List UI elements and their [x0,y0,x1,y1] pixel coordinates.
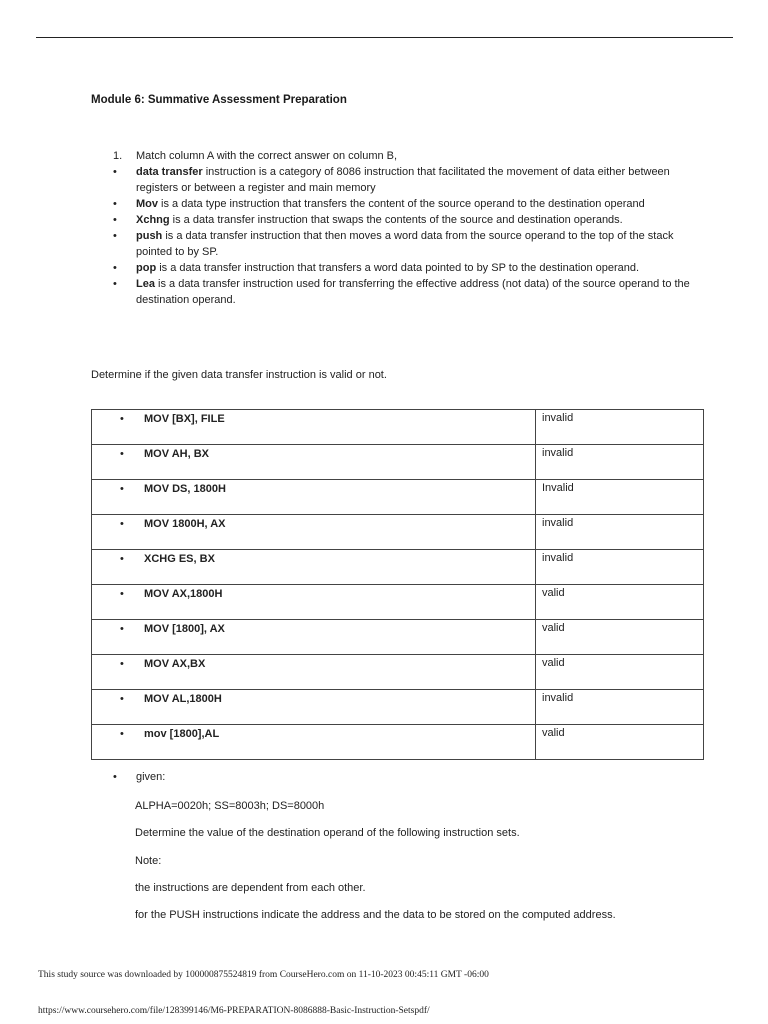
bullet: • [120,413,124,425]
instruction-text: mov [1800],AL [144,728,220,740]
bullet: • [120,588,124,600]
answer-cell: valid [536,655,704,690]
definition-text [136,276,693,308]
instruction-text: MOV AL,1800H [144,693,222,705]
answer-cell: valid [536,620,704,655]
table-row [92,620,704,655]
given-section [113,771,713,921]
bullet: • [120,483,124,495]
instruction-text: MOV AX,BX [144,658,206,670]
instruction-cell [92,480,536,515]
instruction-cell [92,690,536,725]
matching-instruction-text: Match column A with the correct answer on column B, [136,150,398,162]
answer-cell: Invalid [536,480,704,515]
bullet: • [113,278,117,290]
instruction-text: MOV AH, BX [144,448,209,460]
definition-item [113,228,693,260]
validity-prompt: Determine if the given data transfer instruction is valid or not. [91,369,387,381]
definition-body: instruction is a category of 8086 instruction that facilitated the movement of data either between registers or between a register and main memory [136,166,670,194]
download-notice: This study source was downloaded by 100000875524819 from CourseHero.com on 11-10-2023 00:45:11 GMT -06:00 [38,970,489,980]
bullet: • [120,623,124,635]
definition-item [113,196,693,212]
definition-body: is a data transfer instruction that transfers a word data pointed to by SP to the destination operand. [156,262,640,274]
table-row [92,725,704,760]
definition-term: Mov [136,198,158,210]
table-row [92,690,704,725]
matching-instruction [113,148,693,164]
definition-text [136,228,693,260]
definition-text [136,164,693,196]
definition-body: is a data transfer instruction that then moves a word data from the source operand to the top of the stack pointed to by SP. [136,230,674,258]
answer-cell: invalid [536,690,704,725]
instruction-text: MOV 1800H, AX [144,518,226,530]
definition-item [113,260,693,276]
table-row [92,585,704,620]
definition-item [113,276,693,308]
note-1: the instructions are dependent from each other. [135,882,366,894]
definition-body: is a data type instruction that transfers the content of the source operand to the destination operand [158,198,645,210]
table-row [92,410,704,445]
answer-cell: invalid [536,515,704,550]
instruction-text: MOV DS, 1800H [144,483,226,495]
bullet: • [120,448,124,460]
definition-term: push [136,230,163,242]
instruction-cell [92,550,536,585]
bullet: • [120,728,124,740]
definition-body: is a data transfer instruction used for transferring the effective address (not data) of the source operand to the destination operand. [136,278,690,306]
matching-section [113,148,693,308]
bullet: • [120,658,124,670]
instruction-text: XCHG ES, BX [144,553,215,565]
bullet: • [113,771,117,783]
answer-cell: valid [536,585,704,620]
instruction-cell [92,410,536,445]
note-label: Note: [135,855,162,867]
definition-body: is a data transfer instruction that swaps the contents of the source and destination operands. [169,214,623,226]
validity-table [91,409,704,760]
bullet: • [120,518,124,530]
instruction-cell [92,655,536,690]
bullet: • [113,262,117,274]
instruction-text: MOV AX,1800H [144,588,223,600]
instruction-text: MOV [1800], AX [144,623,225,635]
given-heading [113,771,713,783]
definition-term: pop [136,262,157,274]
definition-term: Xchng [136,214,170,226]
definition-item [113,164,693,196]
definition-term: data transfer [136,166,203,178]
bullet: • [113,214,117,226]
instruction-cell [92,725,536,760]
definition-text [136,260,693,276]
definition-term: Lea [136,278,155,290]
given-values: ALPHA=0020h; SS=8003h; DS=8000h [135,800,325,812]
list-number: 1. [113,150,123,162]
given-task: Determine the value of the destination operand of the following instruction sets. [135,827,520,839]
table-row [92,480,704,515]
bullet: • [120,693,124,705]
bullet: • [120,553,124,565]
source-url[interactable]: https://www.coursehero.com/file/128399146/M6-PREPARATION-8086888-Basic-Instruction-Setspdf/ [38,1006,430,1016]
definition-list [113,164,693,308]
module-title: Module 6: Summative Assessment Preparation [91,94,347,106]
answer-cell: valid [536,725,704,760]
bullet: • [113,198,117,210]
bullet: • [113,166,117,178]
answer-cell: invalid [536,410,704,445]
top-rule [36,37,733,38]
given-label: given: [136,771,166,783]
instruction-cell [92,585,536,620]
bullet: • [113,230,117,242]
definition-text [136,212,693,228]
definition-item [113,212,693,228]
definition-text [136,196,693,212]
instruction-cell [92,515,536,550]
instruction-text: MOV [BX], FILE [144,413,225,425]
table-row [92,655,704,690]
table-row [92,515,704,550]
table-row [92,445,704,480]
note-2: for the PUSH instructions indicate the address and the data to be stored on the computed address. [135,909,616,921]
table-row [92,550,704,585]
instruction-cell [92,620,536,655]
instruction-cell [92,445,536,480]
answer-cell: invalid [536,445,704,480]
answer-cell: invalid [536,550,704,585]
